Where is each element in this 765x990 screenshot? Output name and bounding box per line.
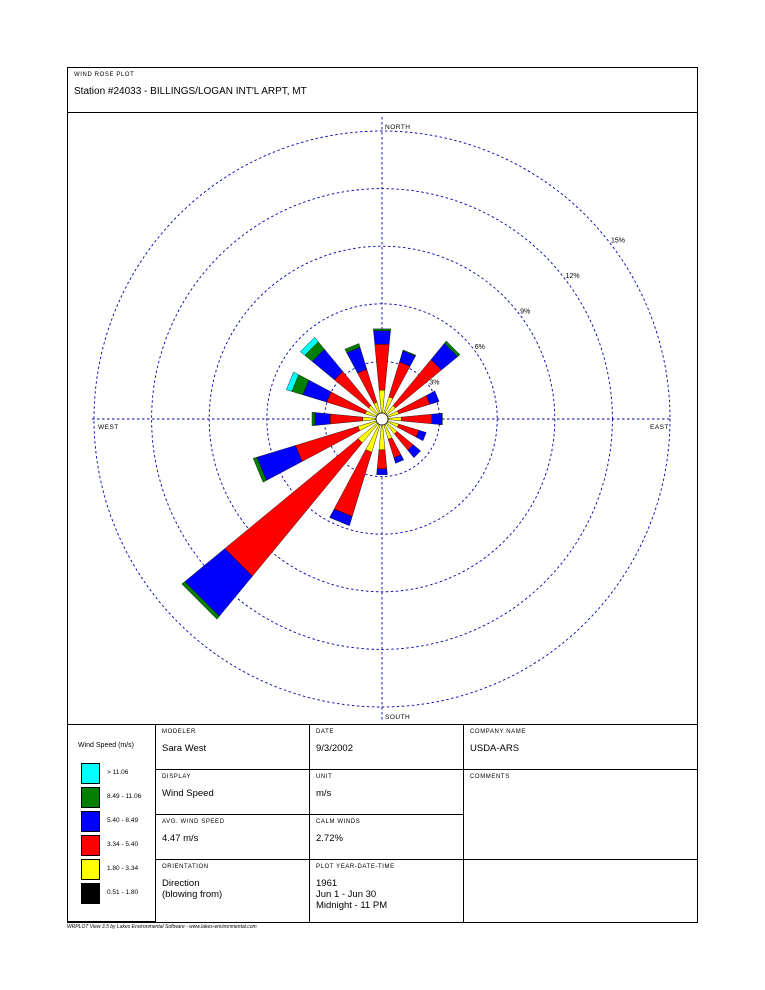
- ring-label-12: 12%: [565, 273, 580, 281]
- orientation-label: ORIENTATION: [162, 864, 209, 870]
- comments-cell: [464, 770, 697, 860]
- wind-rose-plot: [67, 112, 698, 725]
- unit-label: UNIT: [316, 774, 333, 780]
- legend-title: Wind Speed (m/s): [78, 742, 135, 749]
- station-title: Station #24033 - BILLINGS/LOGAN INT'L ARPT, MT: [74, 86, 307, 97]
- petal-S-bin1: [379, 425, 385, 450]
- avg-speed-cell: [156, 815, 310, 860]
- period-dates: Jun 1 - Jun 30: [316, 889, 377, 900]
- display-cell: [156, 770, 310, 815]
- modeler-label: MODELER: [162, 729, 196, 735]
- orientation-value: [162, 878, 222, 900]
- orientation-line2: (blowing from): [162, 889, 223, 900]
- legend-item: [81, 811, 161, 832]
- unit-value: m/s: [316, 788, 332, 799]
- compass-south: SOUTH: [385, 714, 411, 721]
- legend-item: [81, 787, 161, 808]
- petal-W-bin2: [330, 414, 362, 424]
- legend-swatch: [81, 787, 100, 808]
- period-year: 1961: [316, 878, 338, 889]
- legend-label: 8.49 - 11.06: [107, 793, 142, 800]
- avg-speed-label: AVG. WIND SPEED: [162, 819, 225, 825]
- calm-label: CALM WINDS: [316, 819, 361, 825]
- petal-S-bin3: [377, 469, 388, 475]
- plot-header: [67, 67, 698, 113]
- calm-cell: [310, 815, 464, 860]
- legend-item: [81, 763, 161, 784]
- date-cell: [310, 725, 464, 770]
- ring-label-9: 9%: [520, 308, 531, 316]
- petal-N-bin3: [374, 331, 391, 344]
- period-time: Midnight - 11 PM: [316, 900, 388, 911]
- calm-circle: [376, 413, 388, 425]
- calm-value: 2.72%: [316, 833, 343, 844]
- legend-swatch: [81, 883, 100, 904]
- legend-label: 5.40 - 8.49: [107, 817, 139, 824]
- avg-speed-value: 4.47 m/s: [162, 833, 199, 844]
- compass-east: EAST: [650, 424, 669, 431]
- petal-E-bin2: [401, 414, 432, 424]
- petal-N-bin1: [379, 390, 385, 413]
- petal-E-bin3: [432, 413, 442, 424]
- legend-item: [81, 835, 161, 856]
- legend-label: 3.34 - 5.40: [107, 841, 139, 848]
- legend-item: [81, 859, 161, 880]
- company-value: USDA-ARS: [470, 743, 520, 754]
- legend-swatch: [81, 859, 100, 880]
- unit-cell: [310, 770, 464, 815]
- petal-E-bin4: [442, 413, 443, 425]
- legend-swatch: [81, 835, 100, 856]
- date-value: 9/3/2002: [316, 743, 353, 754]
- period-cell: [310, 860, 464, 922]
- comments-label: COMMENTS: [470, 774, 510, 780]
- date-label: DATE: [316, 729, 334, 735]
- orientation-line1: Direction: [162, 878, 200, 889]
- petal-S-bin2: [377, 450, 387, 469]
- ring-label-3: 3%: [429, 379, 440, 387]
- legend-label: 1.80 - 3.34: [107, 865, 139, 872]
- ring-label-6: 6%: [474, 344, 485, 352]
- modeler-value: Sara West: [162, 743, 207, 754]
- display-label: DISPLAY: [162, 774, 192, 780]
- orientation-cell: [156, 860, 310, 922]
- petal-SSE-bin2: [388, 438, 401, 458]
- wind-rose-chart: [68, 113, 697, 724]
- legend-label: > 11.06: [107, 769, 129, 776]
- legend-item: [81, 883, 161, 904]
- compass-north: NORTH: [385, 124, 411, 131]
- petal-N-bin4: [373, 329, 390, 331]
- info-panel: [67, 724, 698, 923]
- legend-label: 0.51 - 1.80: [107, 889, 139, 896]
- compass-west: WEST: [98, 424, 119, 431]
- ring-label-15: 15%: [610, 237, 625, 245]
- modeler-cell: [156, 725, 310, 770]
- legend-swatch: [81, 763, 100, 784]
- petal-N-bin2: [375, 344, 389, 390]
- legend: [68, 725, 156, 922]
- petal-W-bin4: [312, 412, 315, 425]
- footer-credit: WRPLOT View 3.5 by Lakes Environmental Software - www.lakes-environmental.com: [67, 924, 257, 930]
- petal-E-bin1: [388, 417, 401, 421]
- legend-swatch: [81, 811, 100, 832]
- display-value: Wind Speed: [162, 788, 214, 799]
- company-cell: [464, 725, 697, 770]
- empty-cell: [464, 860, 697, 922]
- petal-W-bin3: [315, 413, 330, 426]
- company-label: COMPANY NAME: [470, 729, 526, 735]
- petal-W-bin1: [363, 417, 376, 421]
- plot-type-label: WIND ROSE PLOT: [74, 72, 135, 78]
- period-label: PLOT YEAR-DATE-TIME: [316, 864, 395, 870]
- period-value: [316, 878, 387, 911]
